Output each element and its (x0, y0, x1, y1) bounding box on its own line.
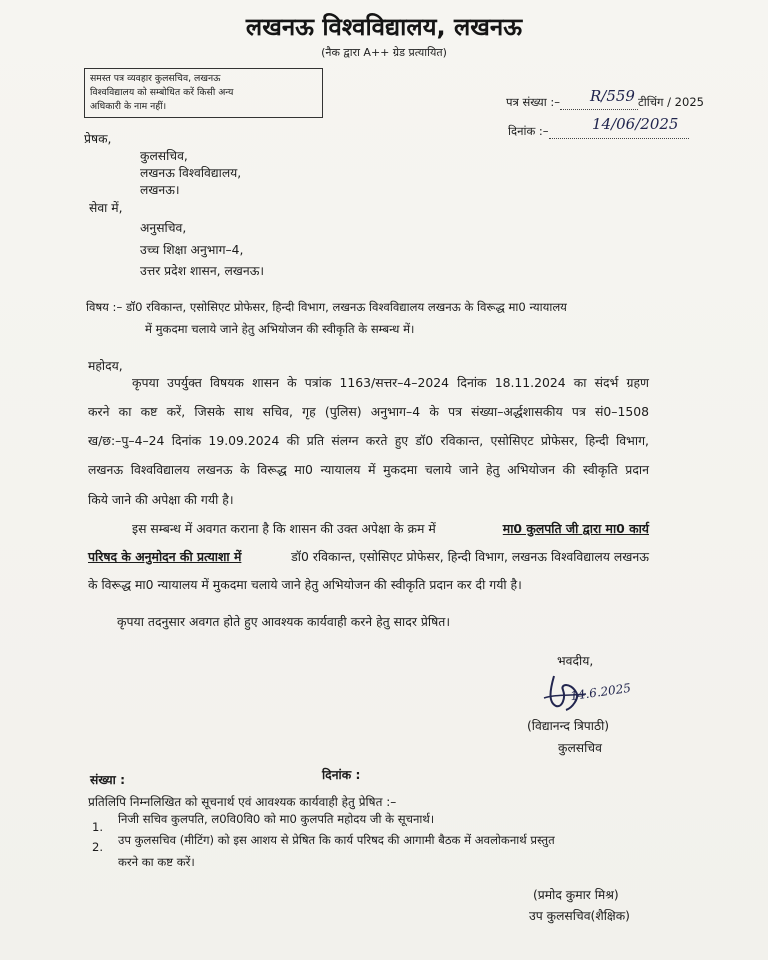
para2-line-1-text: इस सम्बन्ध में अवगत कराना है कि शासन की उक्त अपेक्षा के क्रम में (132, 521, 436, 536)
notice-line-2: विश्वविद्यालय को सम्बोधित करें किसी अन्य (90, 87, 234, 98)
deputy-registrar-name: (प्रमोद कुमार मिश्र) (533, 888, 619, 902)
copy-item-1: निजी सचिव कुलपति, ल0वि0वि0 को मा0 कुलपति महोदय जी के सूचनार्थ। (118, 812, 435, 826)
signature-date: 14.6.2025 (569, 680, 632, 704)
accreditation-line: (नैक द्वारा A++ ग्रेड प्रत्यायित) (321, 46, 447, 59)
salutation: महोदय, (88, 359, 123, 373)
sender-line-1: कुलसचिव, (140, 149, 188, 163)
copy-intro: प्रतिलिपि निम्नलिखित को सूचनार्थ एवं आवश्यक कार्यवाही हेतु प्रेषित :– (88, 795, 397, 809)
sender-label: प्रेषक, (84, 132, 112, 146)
letter-number-suffix: टीचिंग / 2025 (637, 95, 704, 109)
para1-line-3: ख/छ:–पु–4–24 दिनांक 19.09.2024 की प्रति संलग्न करते हुए डॉ0 रविकान्त, एसोसिएट प्रोफेसर, हिन्दी विभाग, (88, 433, 649, 448)
correspondence-notice-box (84, 68, 323, 118)
registrar-designation: कुलसचिव (558, 741, 602, 755)
para3: कृपया तदनुसार अवगत होते हुए आवश्यक कार्यवाही करने हेतु सादर प्रेषित। (117, 614, 451, 629)
letter-number-label: पत्र संख्या :– (506, 95, 560, 109)
notice-line-3: अधिकारी के नाम नहीं। (90, 101, 167, 112)
recipient-label: सेवा में, (89, 201, 123, 215)
para2-line-3: के विरूद्ध मा0 न्यायालय में मुकदमा चलाये जाने हेतु अभियोजन की स्वीकृति प्रदान कर दी गयी है। (88, 577, 522, 592)
recipient-line-2: उच्च शिक्षा अनुभाग–4, (140, 243, 244, 257)
copy-item-1-number: 1. (92, 820, 104, 834)
copy-number-label: संख्या : (90, 773, 126, 787)
para2-highlight-1: मा0 कुलपति जी द्वारा मा0 कार्य (502, 521, 649, 536)
copy-item-2-line-1: उप कुलसचिव (मीटिंग) को इस आशय से प्रेषित कि कार्य परिषद की आगामी बैठक में अवलोकनार्थ प्रस्तुत (118, 833, 555, 847)
notice-line-1: समस्त पत्र व्यवहार कुलसचिव, लखनऊ (90, 73, 221, 84)
para2-line-1 (132, 515, 649, 543)
para1-line-1: कृपया उपर्युक्त विषयक शासन के पत्रांक 1163/सत्तर–4–2024 दिनांक 18.11.2024 का संदर्भ ग्रहण (132, 375, 649, 390)
para1-line-5: किये जाने की अपेक्षा की गयी है। (88, 492, 234, 507)
registrar-name: (विद्यानन्द त्रिपाठी) (527, 719, 610, 733)
recipient-line-1: अनुसचिव, (140, 221, 187, 235)
date-label: दिनांक :– (508, 124, 549, 138)
para1-line-2: करने का कष्ट करें, जिसके साथ सचिव, गृह (पुलिस) अनुभाग–4 के पत्र संख्या–अर्द्धशासकीय पत्र सं0–1508 (88, 404, 649, 419)
deputy-registrar-designation: उप कुलसचिव(शैक्षिक) (529, 909, 630, 923)
subject-line-2: में मुकदमा चलाये जाने हेतु अभियोजन की स्वीकृति के सम्बन्ध में। (145, 322, 415, 336)
copy-date-label: दिनांक : (322, 768, 361, 782)
sender-line-3: लखनऊ। (140, 183, 180, 197)
para1-line-4: लखनऊ विश्वविद्यालय लखनऊ के विरूद्ध मा0 न्यायालय में मुकदमा चलाये जाने हेतु अभियोजन की स्वीकृति प्रदान (88, 462, 649, 477)
university-title: लखनऊ विश्वविद्यालय, लखनऊ (245, 13, 523, 41)
para2-line-2-text: डॉ0 रविकान्त, एसोसिएट प्रोफेसर, हिन्दी विभाग, लखनऊ विश्वविद्यालय लखनऊ (291, 549, 649, 564)
date-handwritten: 14/06/2025 (592, 115, 679, 133)
copy-item-2-number: 2. (92, 840, 104, 854)
para2-line-2 (88, 543, 649, 571)
subject-line-1: विषय :– डॉ0 रविकान्त, एसोसिएट प्रोफेसर, हिन्दी विभाग, लखनऊ विश्वविद्यालय लखनऊ के विरूद्ध मा0 न्यायालय (86, 300, 567, 314)
copy-item-2-line-2: करने का कष्ट करें। (118, 855, 195, 869)
letter-number-handwritten: R/559 (590, 87, 635, 105)
sender-line-2: लखनऊ विश्वविद्यालय, (140, 166, 242, 180)
recipient-line-3: उत्तर प्रदेश शासन, लखनऊ। (140, 264, 265, 278)
closing-regards: भवदीय, (557, 654, 594, 668)
para2-highlight-2: परिषद के अनुमोदन की प्रत्याशा में (88, 549, 242, 564)
